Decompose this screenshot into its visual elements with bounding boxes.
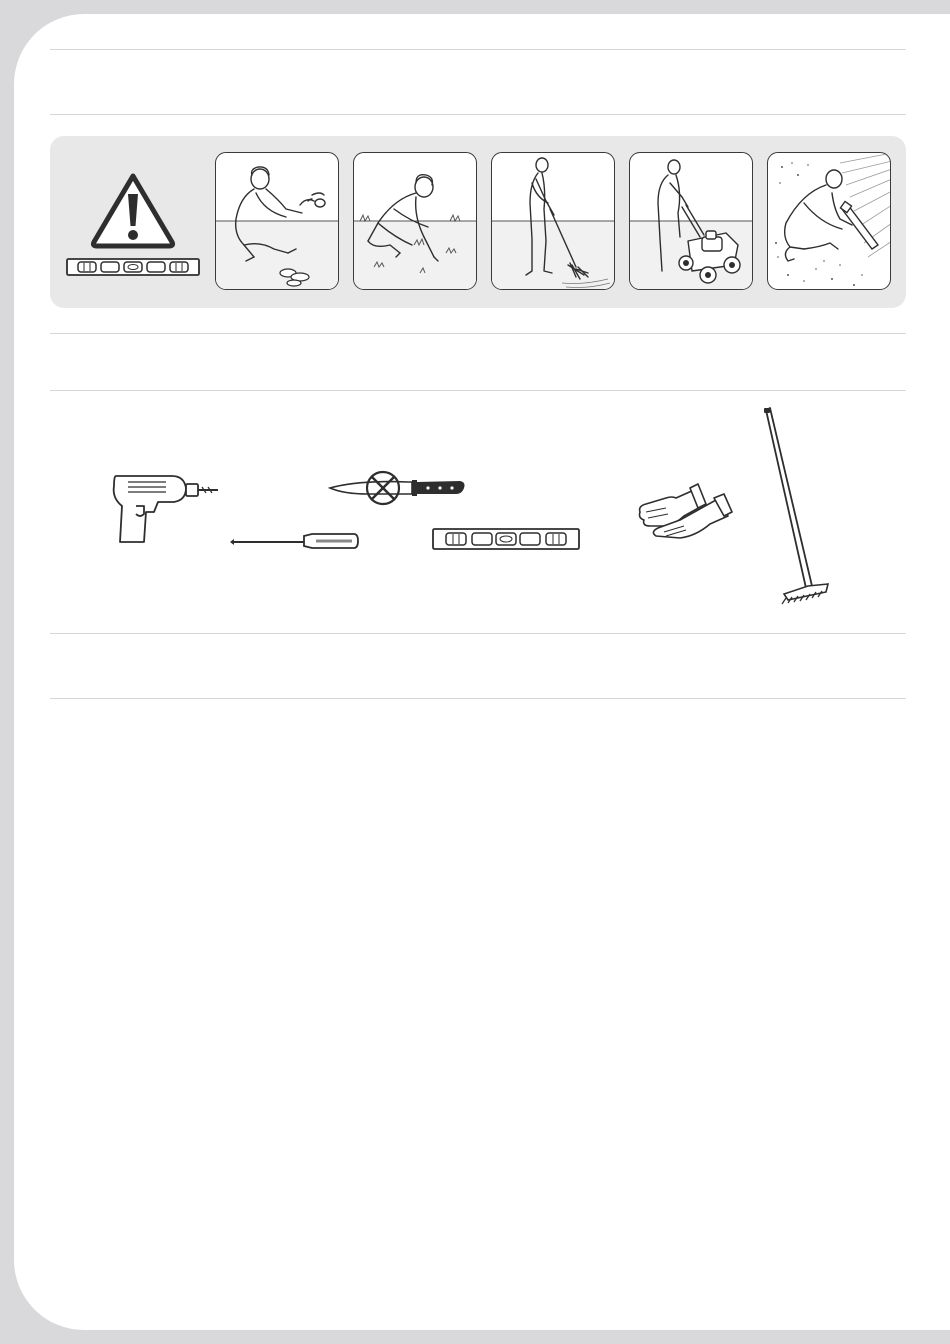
divider <box>50 698 906 699</box>
rake-ground-illustration <box>491 152 615 290</box>
drill-icon <box>108 468 224 548</box>
warning-triangle-icon <box>88 170 178 250</box>
divider <box>50 390 906 391</box>
screwdriver-icon <box>228 530 360 552</box>
mow-lawn-illustration <box>629 152 753 290</box>
remove-stones-illustration <box>215 152 339 290</box>
divider <box>50 114 906 115</box>
spirit-level-icon <box>66 258 200 276</box>
spirit-level-icon <box>432 528 580 550</box>
divider <box>50 49 906 50</box>
crossed-out-knife-icon <box>328 468 468 508</box>
divider <box>50 633 906 634</box>
rake-icon <box>760 406 834 606</box>
gloves-icon <box>636 476 736 546</box>
remove-weeds-illustration <box>353 152 477 290</box>
divider <box>50 333 906 334</box>
level-ground-illustration <box>767 152 891 290</box>
